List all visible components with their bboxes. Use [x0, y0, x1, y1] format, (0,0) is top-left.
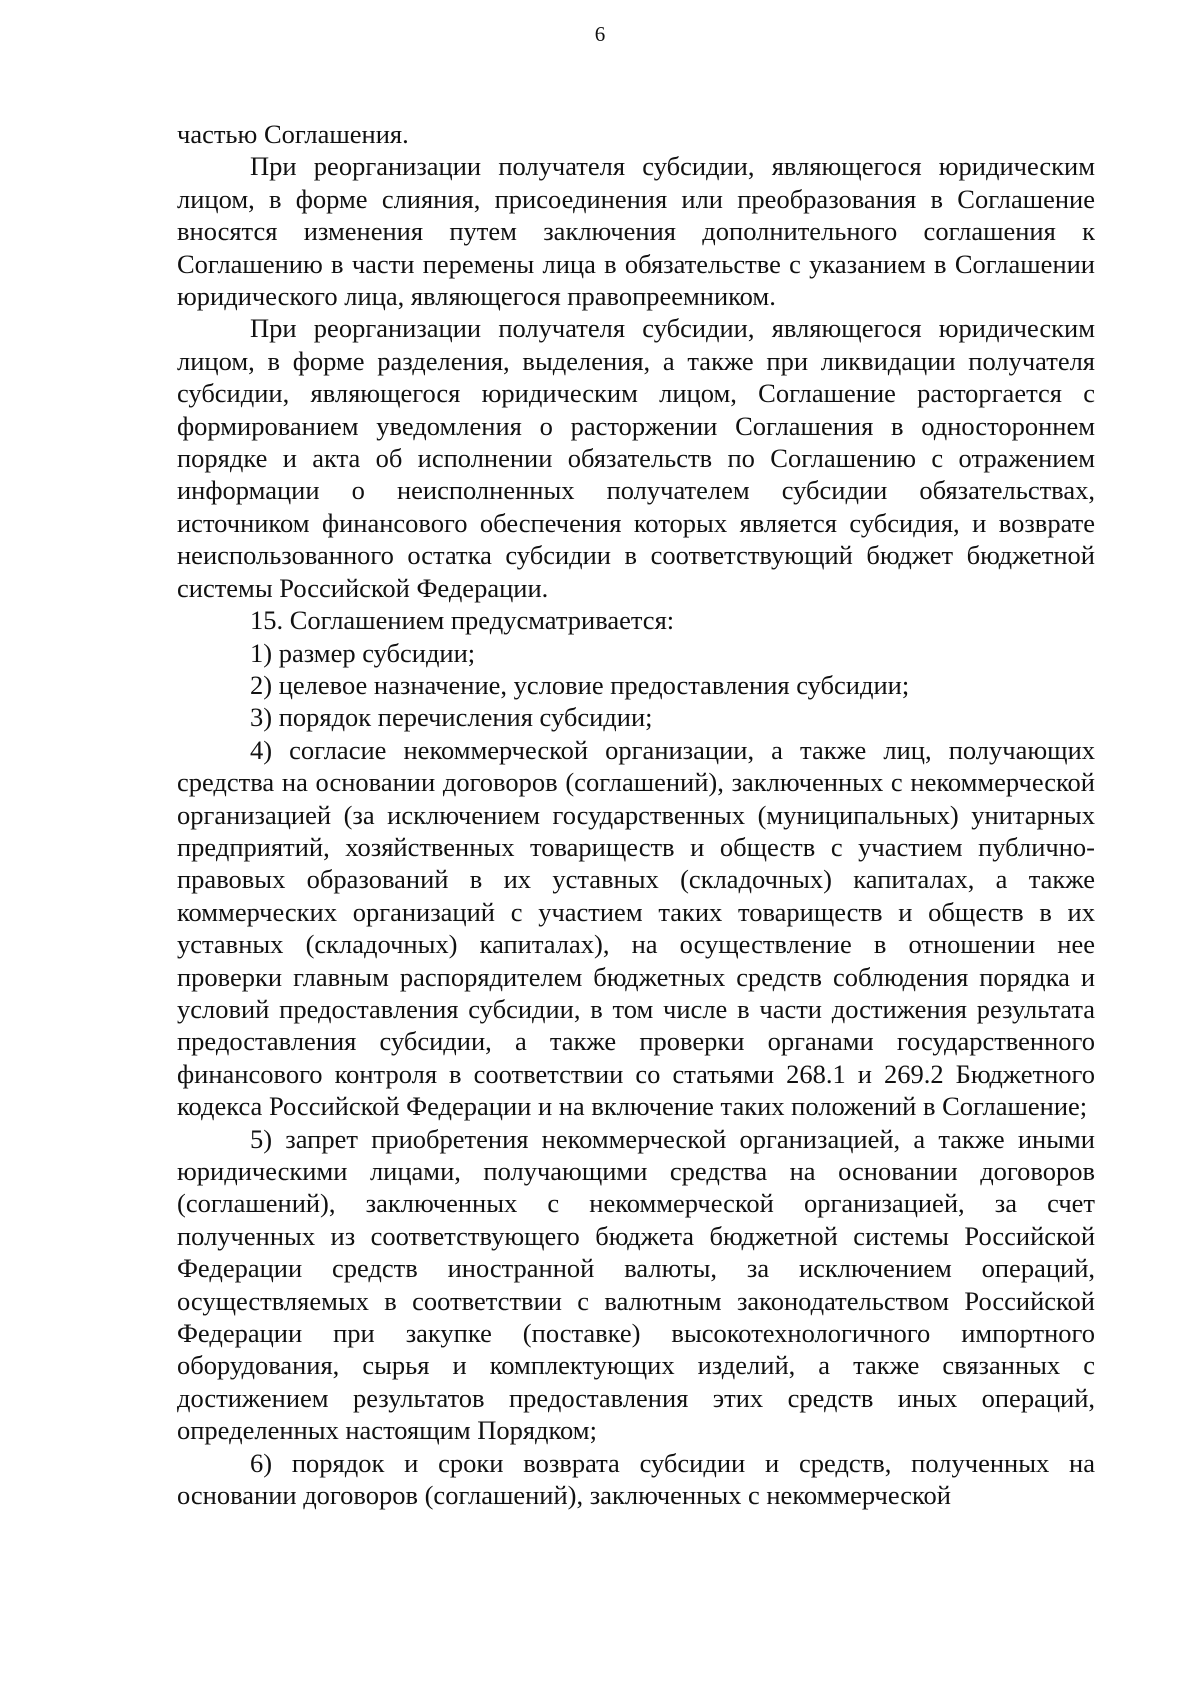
paragraph-reorganization-division: При реорганизации получателя субсидии, являющегося юридическим лицом, в форме разделения, выделения, а также при ликвидации получателя субсидии, являющегося юридическим лицом, Соглашение расторгается с формированием уведомления о расторжении Соглашения в одностороннем порядке и акта об исполнении обязательств по Соглашению с отражением информации о неисполненных получателем субсидии обязательствах, источником финансового обеспечения которых является субсидия, и возврате неиспользованного остатка субсидии в соответствующий бюджет бюджетной системы Российской Федерации. [177, 313, 1095, 603]
list-item-3: 3) порядок перечисления субсидии; [250, 702, 653, 733]
document-text [177, 118, 1095, 1511]
list-item-2: 2) целевое назначение, условие предоставления субсидии; [250, 669, 910, 700]
list-item-4: 4) согласие некоммерческой организации, а также лиц, получающих средства на основании договоров (соглашений), заключенных с некоммерческой организацией (за исключением государственных (муниципальных) унитарных предприятий, хозяйственных товариществ и обществ с участием публично-правовых образований в их уставных (складочных) капиталах, а также коммерческих организаций с участием таких товариществ и обществ в их уставных (складочных) капиталах), на осуществление в отношении нее проверки главным распорядителем бюджетных средств соблюдения порядка и условий предоставления субсидии, в том числе в части достижения результата предоставления субсидии, а также проверки органами государственного финансового контроля в соответствии со статьями 268.1 и 269.2 Бюджетного кодекса Российской Федерации и на включение таких положений в Соглашение; [177, 734, 1095, 1122]
list-item-1: 1) размер субсидии; [250, 637, 476, 668]
list-item-6: 6) порядок и сроки возврата субсидии и средств, полученных на основании договоров (соглашений), заключенных с некоммерческой [177, 1447, 1095, 1511]
paragraph-item-15-heading: 15. Соглашением предусматривается: [250, 605, 675, 636]
page-number: 6 [594, 22, 606, 46]
paragraph-continuation: частью Соглашения. [177, 119, 409, 149]
list-item-5: 5) запрет приобретения некоммерческой организацией, а также иными юридическими лицами, получающими средства на основании договоров (соглашений), заключенных с некоммерческой организацией, за счет полученных из соответствующего бюджета бюджетной системы Российской Федерации средств иностранной валюты, за исключением операций, осуществляемых в соответствии с валютным законодательством Российской Федерации при закупке (поставке) высокотехнологичного импортного оборудования, сырья и комплектующих изделий, а также связанных с достижением результатов предоставления этих средств иных операций, определенных настоящим Порядком; [177, 1123, 1095, 1446]
paragraph-reorganization-merger: При реорганизации получателя субсидии, являющегося юридическим лицом, в форме слияния, присоединения или преобразования в Соглашение вносятся изменения путем заключения дополнительного соглашения к Соглашению в части перемены лица в обязательстве с указанием в Соглашении юридического лица, являющегося правопреемником. [177, 151, 1095, 312]
